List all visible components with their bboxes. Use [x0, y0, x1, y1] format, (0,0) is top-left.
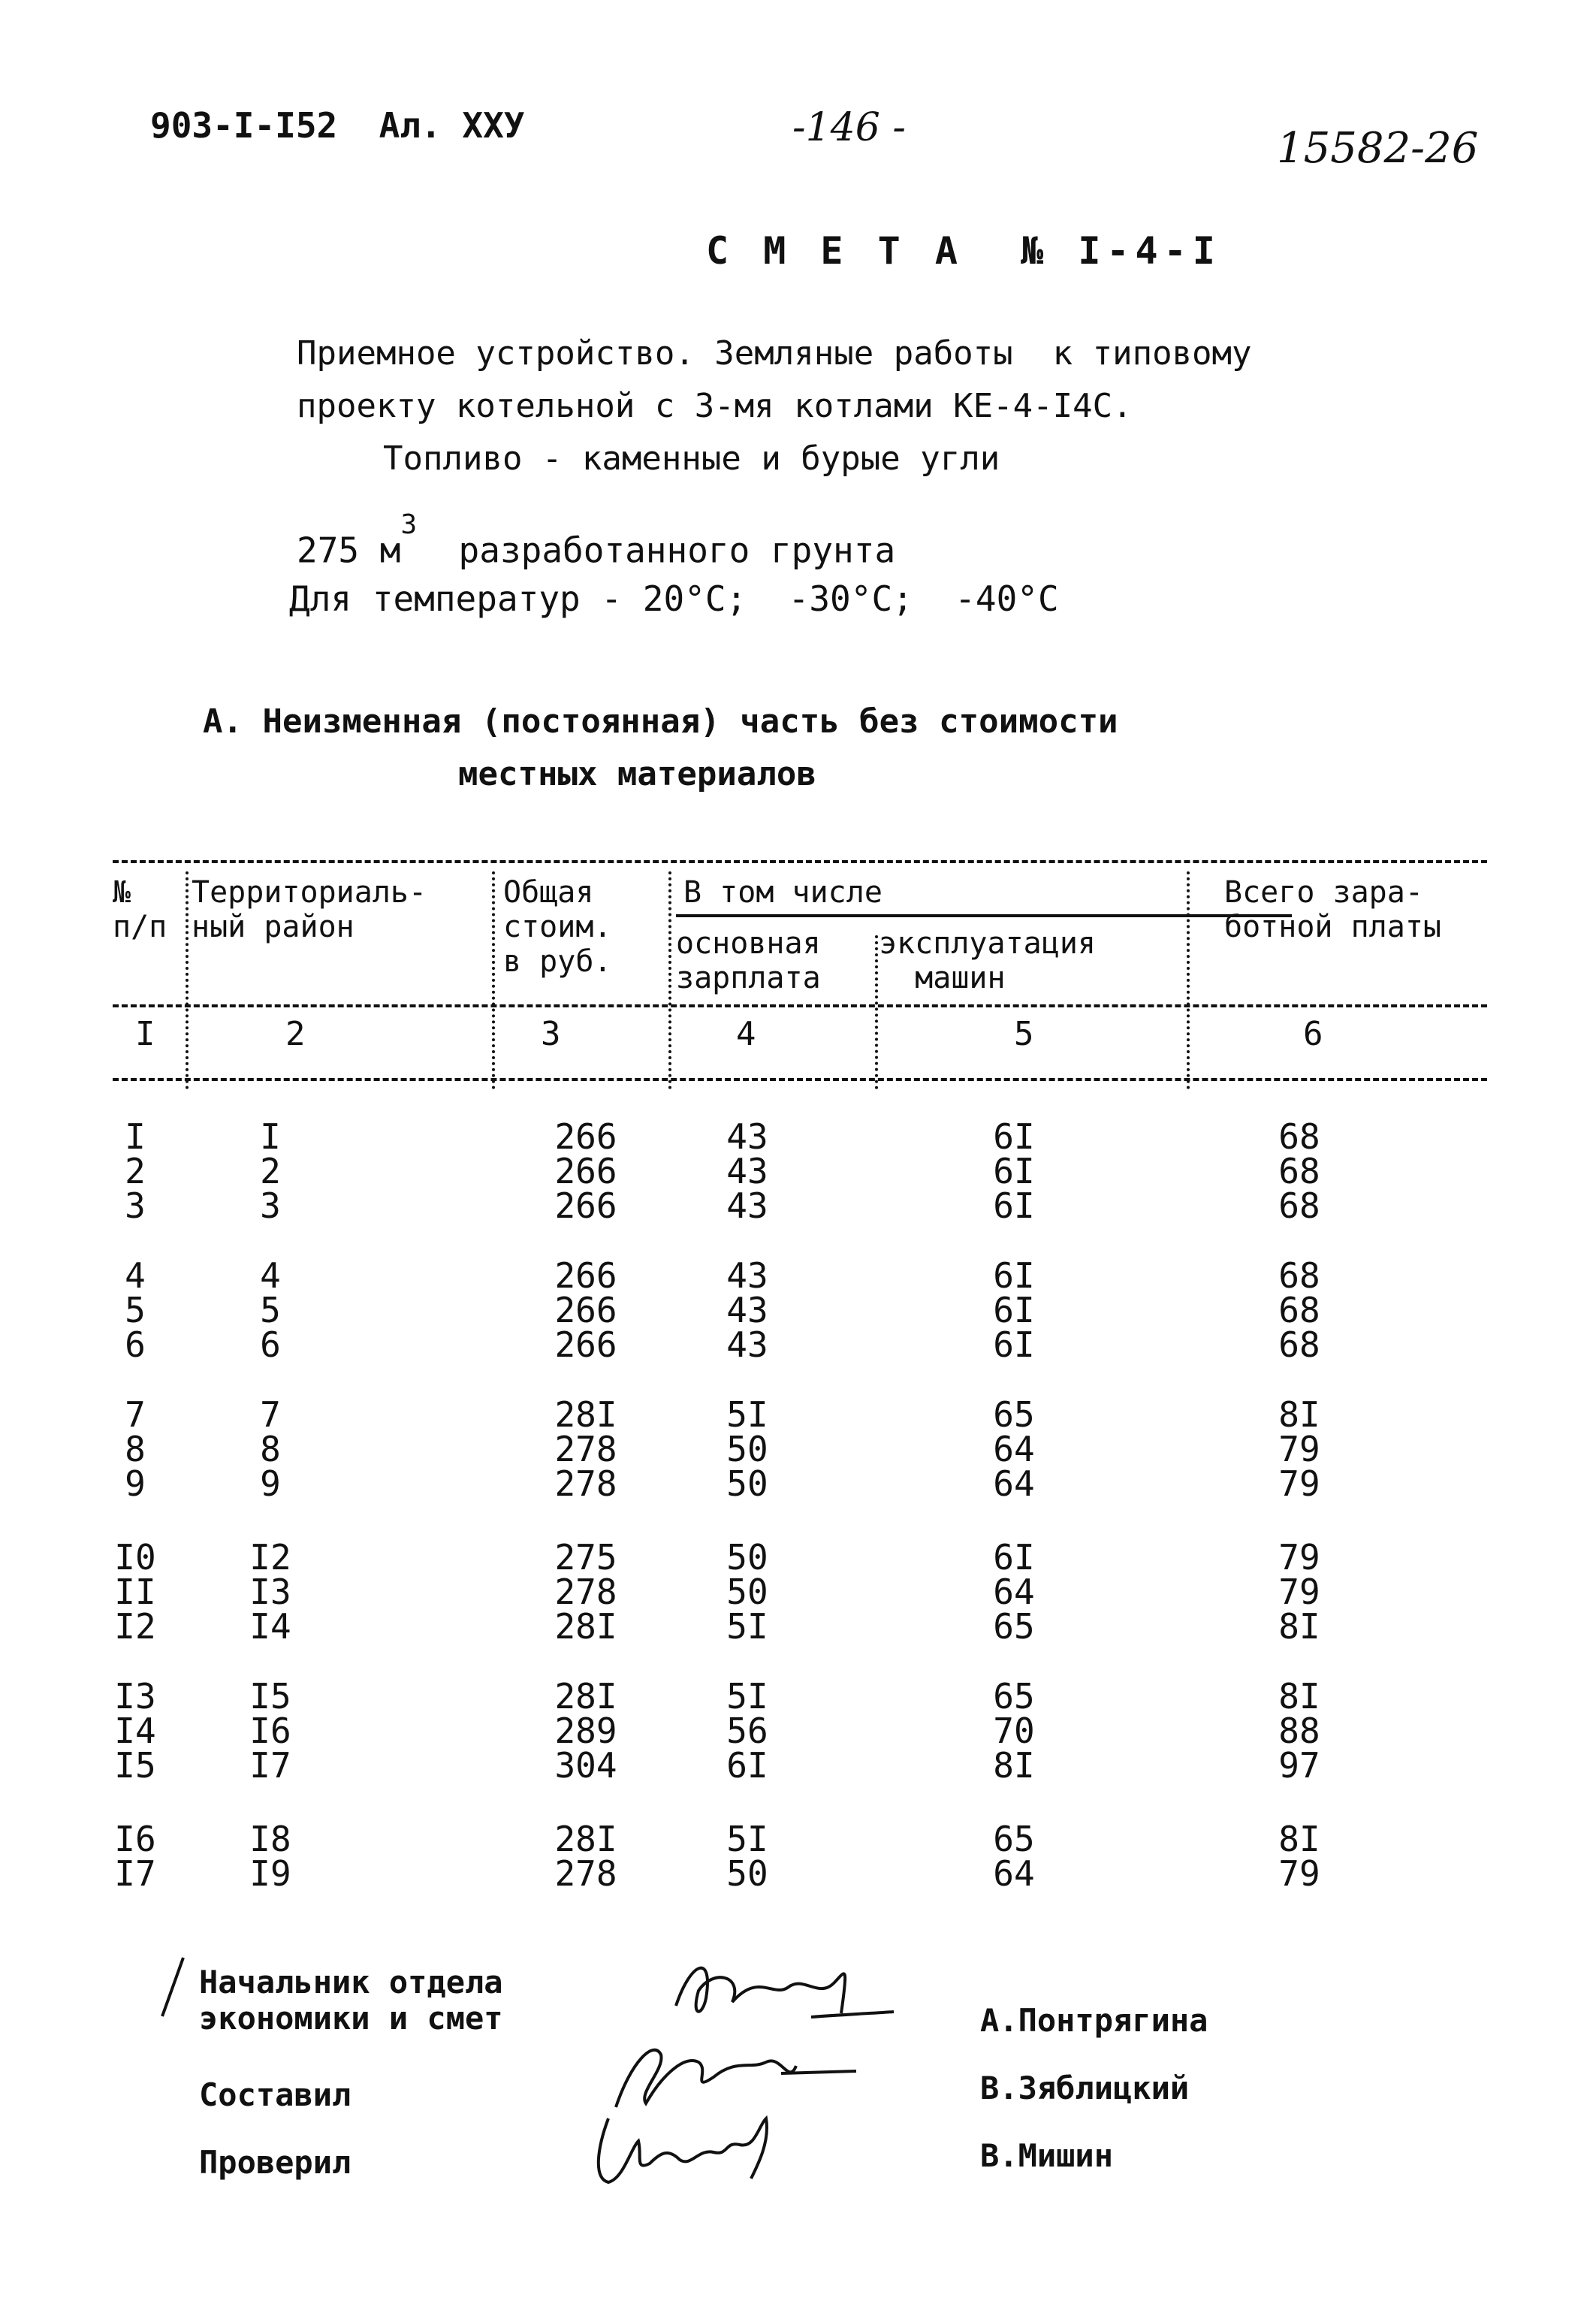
- cell-number: I0: [114, 1537, 156, 1578]
- cell-number: 8: [125, 1429, 146, 1469]
- cell-number: 7: [125, 1394, 146, 1435]
- cell-region: I4: [249, 1606, 291, 1647]
- cell-region: 8: [260, 1429, 281, 1469]
- table-top-rule: [113, 860, 1487, 863]
- cell-total: 278: [554, 1572, 617, 1612]
- cell-region: I3: [249, 1572, 291, 1612]
- cell-total-wages: 8I: [1278, 1394, 1320, 1435]
- cell-total: 28I: [554, 1606, 617, 1647]
- signature-head: [661, 1946, 901, 2036]
- column-number-2: 2: [285, 1015, 306, 1053]
- cell-salary: 43: [726, 1324, 768, 1365]
- head-of-department-label: Начальник отдела экономики и смет: [199, 1964, 503, 2037]
- document-code: 903-I-I52 Ал. XXУ: [150, 105, 525, 146]
- cell-total-wages: 68: [1278, 1151, 1320, 1191]
- cell-salary: 50: [726, 1537, 768, 1578]
- cell-number: 4: [125, 1255, 146, 1296]
- cell-total: 28I: [554, 1819, 617, 1859]
- cell-region: I7: [249, 1745, 291, 1786]
- cell-region: 3: [260, 1185, 281, 1226]
- table-separator-4: [875, 935, 878, 1089]
- cell-total: 304: [554, 1745, 617, 1786]
- cell-region: I2: [249, 1537, 291, 1578]
- slash-mark: [158, 1953, 188, 2021]
- cell-total-wages: 68: [1278, 1290, 1320, 1330]
- cell-total-wages: 68: [1278, 1116, 1320, 1157]
- header-base-salary: основная зарплата: [676, 926, 821, 995]
- volume-superscript: 3: [400, 509, 418, 540]
- cell-machines: 6I: [993, 1255, 1035, 1296]
- volume-prefix: 275 м: [297, 530, 401, 571]
- head-name: А.Понтрягина: [980, 2002, 1208, 2039]
- cell-machines: 6I: [993, 1116, 1035, 1157]
- cell-salary: 5I: [726, 1819, 768, 1859]
- header-number: № п/п: [113, 875, 167, 944]
- compiled-name: В.Зяблицкий: [980, 2070, 1190, 2106]
- cell-total-wages: 79: [1278, 1572, 1320, 1612]
- cell-salary: 43: [726, 1151, 768, 1191]
- cell-total-wages: 97: [1278, 1745, 1320, 1786]
- cell-total: 28I: [554, 1394, 617, 1435]
- cell-salary: 50: [726, 1463, 768, 1504]
- cell-number: 2: [125, 1151, 146, 1191]
- cell-number: I3: [114, 1676, 156, 1717]
- compiled-by-label: Составил: [199, 2076, 351, 2113]
- volume-suffix: разработанного грунта: [417, 530, 896, 571]
- description-line-1: Приемное устройство. Земляные работы к типовому: [297, 334, 1252, 373]
- cell-region: 6: [260, 1324, 281, 1365]
- cell-region: 9: [260, 1463, 281, 1504]
- cell-total-wages: 8I: [1278, 1606, 1320, 1647]
- column-number-rule: [113, 1078, 1487, 1081]
- cell-number: I2: [114, 1606, 156, 1647]
- cell-machines: 6I: [993, 1324, 1035, 1365]
- cell-total: 289: [554, 1711, 617, 1751]
- cell-machines: 65: [993, 1606, 1035, 1647]
- document-number: 15582-26: [1277, 124, 1479, 173]
- estimate-title: С М Е Т А № I-4-I: [706, 229, 1221, 273]
- table-separator-2: [492, 871, 495, 1089]
- cell-number: I4: [114, 1711, 156, 1751]
- cell-total-wages: 8I: [1278, 1676, 1320, 1717]
- header-total-wages: Всего зара- ботной платы: [1224, 875, 1441, 944]
- column-number-4: 4: [736, 1015, 756, 1053]
- cell-salary: 5I: [726, 1676, 768, 1717]
- cell-machines: 8I: [993, 1745, 1035, 1786]
- cell-total-wages: 79: [1278, 1537, 1320, 1578]
- cell-number: I6: [114, 1819, 156, 1859]
- cell-total-wages: 8I: [1278, 1819, 1320, 1859]
- cell-region: I5: [249, 1676, 291, 1717]
- cell-region: 5: [260, 1290, 281, 1330]
- cell-total: 278: [554, 1853, 617, 1894]
- cell-total: 266: [554, 1185, 617, 1226]
- cell-machines: 6I: [993, 1151, 1035, 1191]
- temperature-line: Для температур - 20°С; -30°С; -40°С: [289, 578, 1059, 619]
- cell-region: I6: [249, 1711, 291, 1751]
- cell-salary: 50: [726, 1572, 768, 1612]
- cell-machines: 64: [993, 1853, 1035, 1894]
- cell-machines: 65: [993, 1394, 1035, 1435]
- cell-number: I: [125, 1116, 146, 1157]
- cell-region: 4: [260, 1255, 281, 1296]
- section-subtitle: местных материалов: [458, 755, 816, 793]
- description-line-2: проекту котельной с 3-мя котлами КЕ-4-I4С.: [297, 387, 1133, 425]
- cell-salary: 56: [726, 1711, 768, 1751]
- column-number-1: I: [135, 1015, 155, 1053]
- cell-region: 2: [260, 1151, 281, 1191]
- header-total-cost: Общая стоим. в руб.: [503, 875, 612, 979]
- signature-checked: [578, 2103, 781, 2190]
- table-separator-1: [186, 871, 189, 1089]
- cell-salary: 43: [726, 1290, 768, 1330]
- cell-number: I5: [114, 1745, 156, 1786]
- cell-number: II: [114, 1572, 156, 1612]
- cell-machines: 64: [993, 1572, 1035, 1612]
- cell-total: 278: [554, 1463, 617, 1504]
- cell-number: 6: [125, 1324, 146, 1365]
- cell-total-wages: 68: [1278, 1324, 1320, 1365]
- page-number: -146 -: [792, 105, 906, 150]
- cell-number: 5: [125, 1290, 146, 1330]
- cell-total: 266: [554, 1255, 617, 1296]
- cell-total: 28I: [554, 1676, 617, 1717]
- column-number-3: 3: [541, 1015, 561, 1053]
- checked-by-label: Проверил: [199, 2144, 351, 2181]
- cell-salary: 5I: [726, 1394, 768, 1435]
- cell-number: 3: [125, 1185, 146, 1226]
- cell-salary: 50: [726, 1853, 768, 1894]
- cell-salary: 43: [726, 1255, 768, 1296]
- cell-number: 9: [125, 1463, 146, 1504]
- cell-machines: 65: [993, 1676, 1035, 1717]
- cell-total: 266: [554, 1324, 617, 1365]
- cell-machines: 6I: [993, 1185, 1035, 1226]
- description-line-3: Топливо - каменные и бурые угли: [383, 439, 1000, 478]
- cell-salary: 50: [726, 1429, 768, 1469]
- column-number-5: 5: [1014, 1015, 1034, 1053]
- cell-total-wages: 79: [1278, 1429, 1320, 1469]
- cell-number: I7: [114, 1853, 156, 1894]
- table-separator-3: [668, 871, 671, 1089]
- cell-region: I8: [249, 1819, 291, 1859]
- cell-machines: 6I: [993, 1537, 1035, 1578]
- cell-machines: 6I: [993, 1290, 1035, 1330]
- cell-total-wages: 68: [1278, 1185, 1320, 1226]
- cell-machines: 64: [993, 1429, 1035, 1469]
- cell-total: 266: [554, 1116, 617, 1157]
- header-machine-operation: эксплуатация машин: [879, 926, 1096, 995]
- cell-total: 275: [554, 1537, 617, 1578]
- estimate-table: [113, 860, 1513, 1912]
- cell-total: 266: [554, 1151, 617, 1191]
- cell-salary: 6I: [726, 1745, 768, 1786]
- cell-total-wages: 88: [1278, 1711, 1320, 1751]
- header-territorial-region: Территориаль- ный район: [192, 875, 427, 944]
- cell-machines: 64: [993, 1463, 1035, 1504]
- checked-name: В.Мишин: [980, 2137, 1114, 2174]
- cell-total-wages: 68: [1278, 1255, 1320, 1296]
- header-including-underline: [676, 914, 1292, 917]
- header-bottom-rule: [113, 1004, 1487, 1007]
- cell-region: I: [260, 1116, 281, 1157]
- cell-machines: 65: [993, 1819, 1035, 1859]
- cell-salary: 43: [726, 1116, 768, 1157]
- header-including: В том числе: [683, 875, 882, 910]
- cell-salary: 43: [726, 1185, 768, 1226]
- cell-region: 7: [260, 1394, 281, 1435]
- cell-machines: 70: [993, 1711, 1035, 1751]
- cell-total-wages: 79: [1278, 1463, 1320, 1504]
- volume-line: [297, 509, 896, 571]
- cell-total: 278: [554, 1429, 617, 1469]
- cell-total: 266: [554, 1290, 617, 1330]
- table-separator-5: [1187, 871, 1190, 1089]
- cell-total-wages: 79: [1278, 1853, 1320, 1894]
- cell-salary: 5I: [726, 1606, 768, 1647]
- cell-region: I9: [249, 1853, 291, 1894]
- column-number-6: 6: [1303, 1015, 1323, 1053]
- section-title: А. Неизменная (постоянная) часть без стоимости: [203, 702, 1118, 741]
